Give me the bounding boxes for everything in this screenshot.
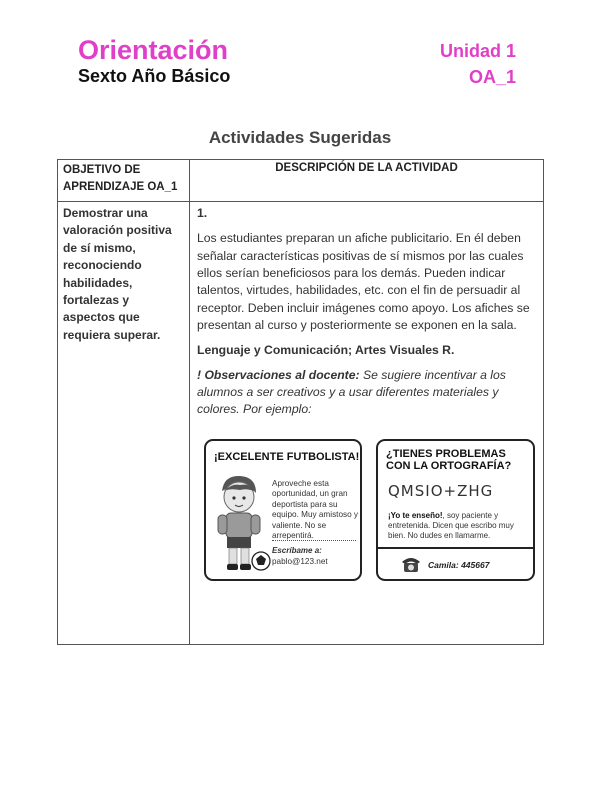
header-left xyxy=(78,36,230,87)
table-row xyxy=(58,202,544,645)
subject-title: Orientación xyxy=(78,35,229,65)
grade-level: Sexto Año Básico xyxy=(78,66,231,87)
header-right xyxy=(440,42,516,88)
poster-spelling-offer: ¡Yo te enseño! xyxy=(388,510,443,520)
teacher-note-label: ! Observaciones al docente: xyxy=(197,367,360,382)
poster-spelling-contact: Camila: 445667 xyxy=(428,559,490,570)
activity-description: Los estudiantes preparan un afiche publicitario. En él deben señalar características positivas de sí mismos por las cuales ellos serían beneficiosos para los demás. Pueden indicar talentos, virtudes, habilidades, etc. con el fin de persuadir al receptor. Deben incluir imágenes como apoyo. Los afiches se presentan al curso y posteriormente se exponen en la sala. xyxy=(197,231,530,332)
telephone-icon xyxy=(400,555,422,573)
example-posters xyxy=(204,439,536,581)
section-title: Actividades Sugeridas xyxy=(208,128,392,147)
poster-footballer-text: Aproveche esta oportunidad, un gran deportista para su equipo. Muy amistoso y valiente. No se arrepentirá. xyxy=(272,478,359,541)
description-column-header: DESCRIPCIÓN DE LA ACTIVIDAD xyxy=(190,160,544,202)
poster-spelling-divider xyxy=(378,547,533,549)
poster-spelling-letters: QMSIO+ZHG xyxy=(388,481,494,500)
poster-spelling-text xyxy=(388,511,530,542)
table-header-row xyxy=(58,160,544,202)
poster-spelling xyxy=(376,439,535,581)
poster-footballer xyxy=(204,439,362,581)
poster-footballer-divider xyxy=(272,540,356,541)
unit-label: Unidad 1 xyxy=(439,41,516,61)
poster-spelling-title: ¿TIENES PROBLEMAS CON LA ORTOGRAFÍA? xyxy=(386,447,512,473)
soccer-boy-icon xyxy=(210,469,272,577)
activities-table xyxy=(57,159,544,645)
objective-cell: Demostrar una valoración positiva de sí mismo, reconociendo habilidades, fortalezas y aspectos que requiera superar. xyxy=(58,202,190,645)
poster-spelling-offer-text: , soy paciente y entretenida. Dicen que escribo muy bien. No dudes en llamarme. xyxy=(388,510,514,541)
activity-number: 1. xyxy=(197,206,208,220)
poster-footballer-title: ¡EXCELENTE FUTBOLISTA! xyxy=(214,450,360,463)
related-subjects: Lenguaje y Comunicación; Artes Visuales R. xyxy=(197,343,455,358)
teacher-note xyxy=(197,367,536,419)
objective-code: OA_1 xyxy=(468,66,516,87)
teacher-note-text: Se sugiere incentivar a los alumnos a ser creativos y a usar diferentes materiales y colores. Por ejemplo: xyxy=(197,367,506,417)
description-cell xyxy=(190,202,544,645)
poster-footballer-email: pablo@123.net xyxy=(272,556,328,566)
poster-footballer-write-label: Escríbame a: xyxy=(272,545,322,555)
objective-column-header: OBJETIVO DE APRENDIZAJE OA_1 xyxy=(58,160,190,202)
